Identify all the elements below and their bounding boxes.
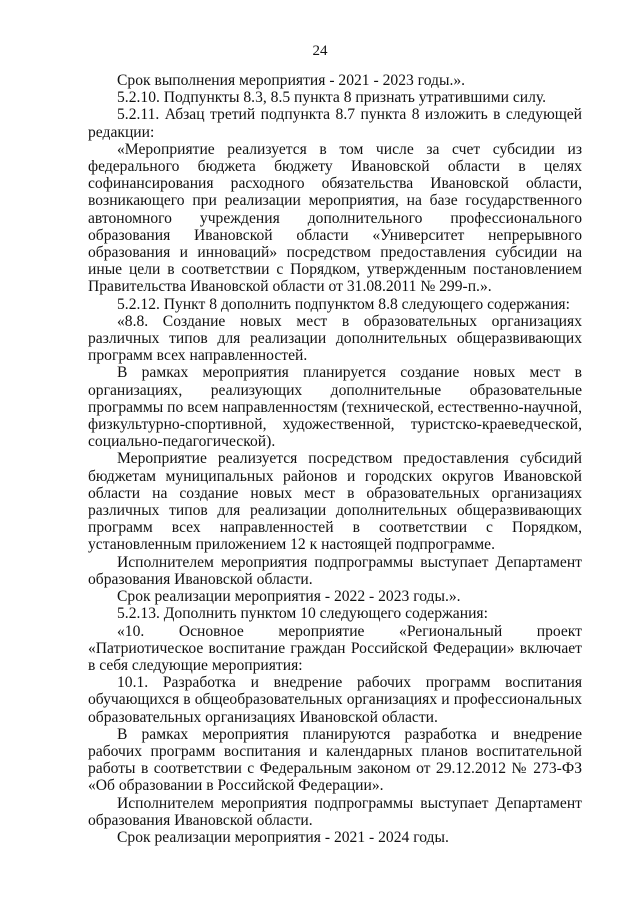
text-line: редакции: (88, 123, 155, 141)
text-line: возникающего при реализации мероприятия, на базе государственного (88, 192, 582, 210)
paragraph (88, 726, 582, 795)
paragraph (88, 450, 582, 553)
text-line: «Мероприятие реализуется в том числе за счет субсидии из (117, 140, 582, 158)
paragraph (88, 795, 582, 829)
text-line: Мероприятие реализуется посредством предоставления субсидий (117, 450, 582, 468)
text-line: образования Ивановской области «Университет непрерывного (88, 226, 582, 244)
text-line: Правительства Ивановской области от 31.08.2011 № 299-п.». (88, 278, 492, 296)
text-line: в себя следующие мероприятия: (88, 656, 303, 674)
text-line: физкультурно-спортивной, художественной, туристско-краеведческой, (88, 416, 582, 434)
paragraph (88, 829, 582, 846)
text-line: 5.2.12. Пункт 8 дополнить подпунктом 8.8 следующего содержания: (117, 295, 570, 313)
text-line: федерального бюджета бюджету Ивановской области в целях (88, 158, 582, 176)
text-line: бюджетам муниципальных районов и городских округов Ивановской (88, 467, 582, 485)
text-line: образования и инноваций» посредством предоставления субсидии на (88, 244, 582, 262)
text-line: «Патриотическое воспитание граждан Российской Федерации» включает (88, 639, 582, 657)
text-line: Срок реализации мероприятия - 2022 - 2023 годы.». (117, 588, 461, 606)
paragraph (88, 106, 582, 140)
text-line: софинансирования расходного обязательства Ивановской области, (88, 175, 582, 193)
paragraph (88, 364, 582, 450)
paragraph (88, 674, 582, 726)
text-line: образования Ивановской области. (88, 811, 313, 829)
text-line: иные цели в соответствии с Порядком, утвержденным постановлением (88, 261, 582, 279)
text-line: рабочих программ воспитания и календарных планов воспитательной (88, 742, 582, 760)
text-line: «Об образовании в Российской Федерации». (88, 777, 384, 795)
text-line: Исполнителем мероприятия подпрограммы выступает Департамент (117, 553, 582, 571)
paragraph (88, 623, 582, 675)
text-line: организациях, реализующих дополнительные образовательные (88, 381, 582, 399)
text-line: программ всех направленностей в соответствии с Порядком, (88, 519, 582, 537)
paragraph (88, 605, 582, 622)
text-line: программ всех направленностей. (88, 347, 308, 365)
text-line: 10.1. Разработка и внедрение рабочих программ воспитания (117, 674, 582, 692)
paragraph (88, 141, 582, 296)
text-line: образования Ивановской области. (88, 570, 313, 588)
text-line: области на создание новых мест в образовательных организациях (88, 484, 582, 502)
document-body (88, 72, 582, 846)
paragraph (88, 588, 582, 605)
text-line: 5.2.13. Дополнить пунктом 10 следующего содержания: (117, 605, 488, 623)
paragraph (88, 89, 582, 106)
text-line: образовательных организациях Ивановской области. (88, 708, 438, 726)
text-line: В рамках мероприятия планируются разработка и внедрение (117, 725, 582, 743)
text-line: работы в соответствии с Федеральным законом от 29.12.2012 № 273-ФЗ (88, 760, 582, 778)
text-line: социально-педагогической). (88, 433, 276, 451)
text-line: 5.2.11. Абзац третий подпункта 8.7 пункта 8 изложить в следующей (117, 106, 582, 124)
text-line: Срок реализации мероприятия - 2021 - 2024 годы. (117, 828, 449, 846)
text-line: В рамках мероприятия планируется создание новых мест в (117, 364, 582, 382)
paragraph (88, 296, 582, 313)
page-number: 24 (312, 43, 328, 59)
paragraph (88, 554, 582, 588)
text-line: «8.8. Создание новых мест в образовательных организациях (117, 312, 582, 330)
paragraph (88, 72, 582, 89)
text-line: 5.2.10. Подпункты 8.3, 8.5 пункта 8 признать утратившими силу. (117, 89, 547, 107)
text-line: установленным приложением 12 к настоящей подпрограмме. (88, 536, 495, 554)
text-line: Исполнителем мероприятия подпрограммы выступает Департамент (117, 794, 582, 812)
text-line: Срок выполнения мероприятия - 2021 - 2023 годы.». (117, 72, 466, 89)
text-line: программы по всем направленностям (технической, естественно-научной, (88, 398, 583, 416)
text-line: автономного учреждения дополнительного профессионального (88, 209, 582, 227)
text-line: различных типов для реализации дополнительных общеразвивающих (88, 502, 582, 520)
text-line: различных типов для реализации дополнительных общеразвивающих (88, 330, 582, 348)
text-line: «10. Основное мероприятие «Региональный проект (117, 622, 582, 640)
paragraph (88, 313, 582, 365)
text-line: обучающихся в общеобразовательных организациях и профессиональных (88, 691, 582, 709)
